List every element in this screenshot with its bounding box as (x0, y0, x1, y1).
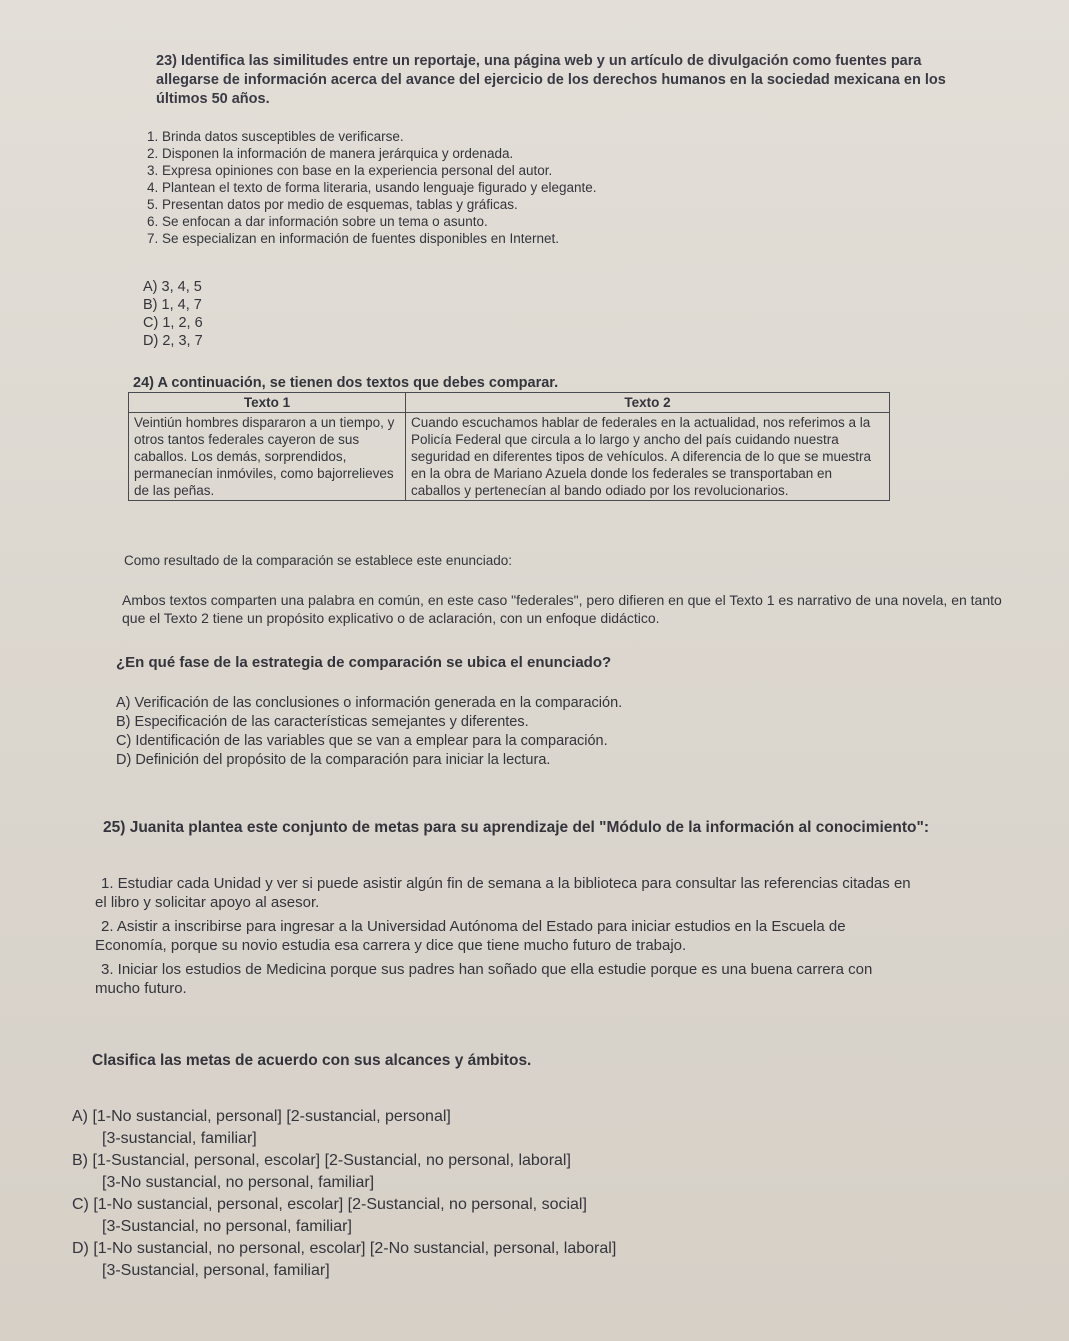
goal-item: 3. Iniciar los estudios de Medicina porque sus padres han soñado que ella estudie porque es una buena carrera con mucho futuro. (95, 961, 873, 997)
option-line: [3-Sustancial, no personal, familiar] (102, 1218, 352, 1235)
option-d: D) Definición del propósito de la comparación para iniciar la lectura. (116, 752, 551, 768)
statement-item: 3. Expresa opiniones con base en la experiencia personal del autor. (147, 163, 553, 178)
comparison-table (128, 392, 890, 501)
option-d: D) 2, 3, 7 (143, 333, 203, 349)
statement-item: 4. Plantean el texto de forma literaria, usando lenguaje figurado y elegante. (147, 180, 597, 195)
table-header-texto-2: Texto 2 (406, 393, 890, 413)
question-24-options (116, 694, 622, 770)
question-25-title: 25) Juanita plantea este conjunto de metas para su aprendizaje del "Módulo de la información al conocimiento": (103, 819, 930, 836)
goals-list (95, 874, 911, 1003)
goal-item: 2. Asistir a inscribirse para ingresar a la Universidad Autónoma del Estado para iniciar estudios en la Escuela de Economía, porque su novio estudia esa carrera y dice que tiene mucho futuro de trabajo. (95, 918, 846, 954)
option-line: [3-No sustancial, no personal, familiar] (102, 1174, 375, 1191)
option-line: C) [1-No sustancial, personal, escolar] [2-Sustancial, no personal, social] (72, 1196, 587, 1213)
option-d (72, 1238, 772, 1282)
option-line: D) [1-No sustancial, no personal, escolar] [2-No sustancial, personal, laboral] (72, 1240, 617, 1257)
option-b: B) Especificación de las características semejantes y diferentes. (116, 714, 529, 730)
goal-item: 1. Estudiar cada Unidad y ver si puede asistir algún fin de semana a la biblioteca para consultar las referencias citadas en el libro y solicitar apoyo al asesor. (95, 875, 911, 911)
statement-item: 1. Brinda datos susceptibles de verificarse. (147, 129, 404, 144)
option-c: C) Identificación de las variables que se van a emplear para la comparación. (116, 733, 608, 749)
option-line: B) [1-Sustancial, personal, escolar] [2-Sustancial, no personal, laboral] (72, 1152, 571, 1169)
texto-2-cell: Cuando escuchamos hablar de federales en la actualidad, nos referimos a la Policía Federal que circula a lo largo y ancho del país cuidando nuestra seguridad en diferentes tipos de vehículos. A diferencia de lo que se muestra en la obra de Mariano Azuela donde los federales se transportaban en caballos y pertenecían al bando odiado por los revolucionarios. (406, 413, 890, 501)
option-c: C) 1, 2, 6 (143, 315, 203, 331)
statement-item: 7. Se especializan en información de fuentes disponibles en Internet. (147, 231, 560, 246)
question-23-title: 23) Identifica las similitudes entre un reportaje, una página web y un artículo de divulgación como fuentes para allegarse de información acerca del avance del ejercicio de los derechos humanos en la sociedad mexicana en los últimos 50 años. (156, 53, 946, 107)
question-24-prompt: ¿En qué fase de la estrategia de comparación se ubica el enunciado? (116, 654, 612, 671)
statement-item: 2. Disponen la información de manera jerárquica y ordenada. (147, 146, 514, 161)
table-header-row (129, 393, 890, 413)
result-intro: Como resultado de la comparación se establece este enunciado: (124, 553, 512, 568)
question-24-title: 24) A continuación, se tienen dos textos que debes comparar. (133, 375, 559, 391)
comparison-statement: Ambos textos comparten una palabra en común, en este caso "federales", pero difieren en que el Texto 1 es narrativo de una novela, en tanto que el Texto 2 tiene un propósito explicativo o de aclaración, con un enfoque didáctico. (122, 592, 1002, 626)
question-23-statements (147, 128, 907, 247)
option-c (72, 1194, 772, 1238)
option-b (72, 1150, 772, 1194)
option-a (72, 1106, 772, 1150)
question-23-options (143, 278, 203, 350)
question-25-options (72, 1106, 772, 1282)
texto-1-cell: Veintiún hombres dispararon a un tiempo, y otros tantos federales cayeron de sus caballos. Los demás, sorprendidos, permanecían inmóviles, como bajorrelieves de las peñas. (129, 413, 406, 501)
option-a: A) 3, 4, 5 (143, 279, 202, 295)
table-header-texto-1: Texto 1 (129, 393, 406, 413)
statement-item: 6. Se enfocan a dar información sobre un tema o asunto. (147, 214, 488, 229)
table-row (129, 413, 890, 501)
option-line: [3-sustancial, familiar] (102, 1130, 257, 1147)
statement-item: 5. Presentan datos por medio de esquemas, tablas y gráficas. (147, 197, 518, 212)
question-25-prompt: Clasifica las metas de acuerdo con sus alcances y ámbitos. (92, 1052, 532, 1069)
option-b: B) 1, 4, 7 (143, 297, 202, 313)
option-line: [3-Sustancial, personal, familiar] (102, 1262, 330, 1279)
option-line: A) [1-No sustancial, personal] [2-sustancial, personal] (72, 1108, 451, 1125)
option-a: A) Verificación de las conclusiones o información generada en la comparación. (116, 695, 623, 711)
